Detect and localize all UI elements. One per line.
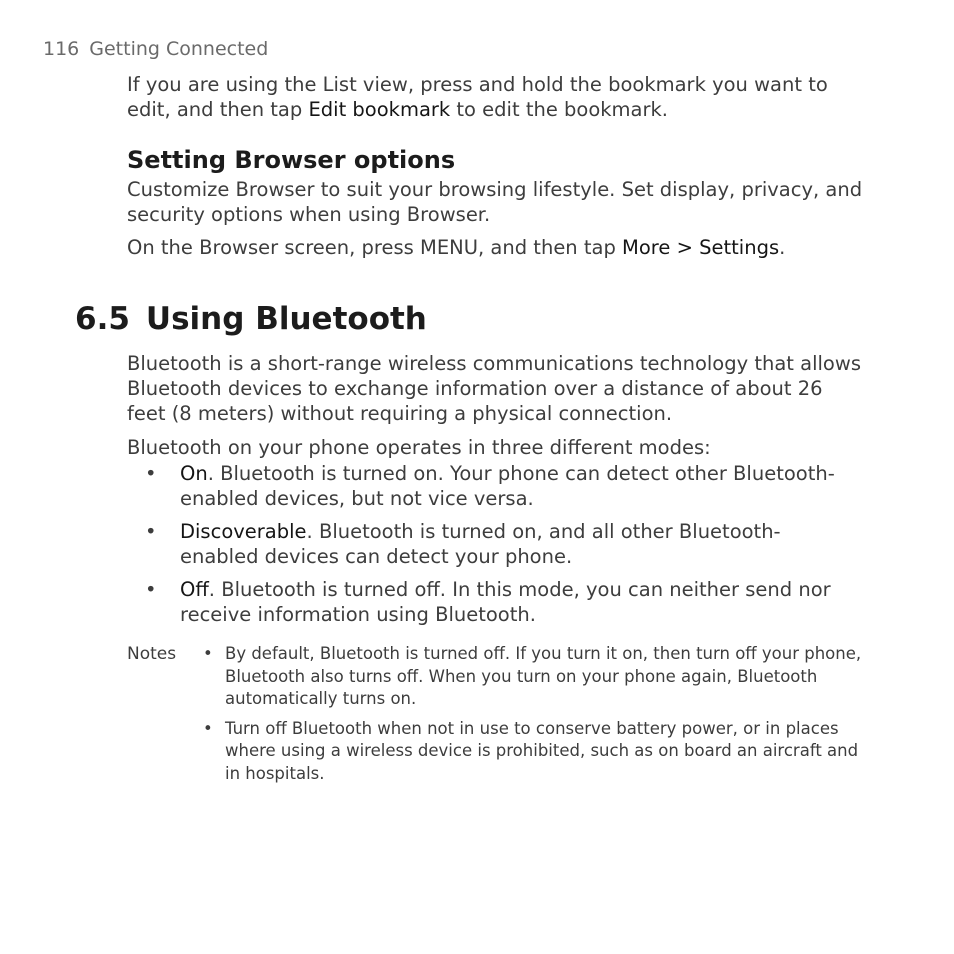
mode-description: . Bluetooth is turned on, and all other Bluetooth-enabled devices can detect your phone. [180,520,781,568]
intro-text-before: If you are using the List view, press and hold the bookmark you want to edit, and then tap [127,73,828,121]
mode-description: . Bluetooth is turned on. Your phone can detect other Bluetooth-enabled devices, but not vice versa. [180,462,835,510]
section-heading [75,301,427,337]
page-number: 116 [43,38,80,60]
browser-options-paragraph: Customize Browser to suit your browsing lifestyle. Set display, privacy, and security options when using Browser. [127,178,863,226]
bluetooth-modes-intro: Bluetooth on your phone operates in three different modes: [127,436,711,459]
section-title-text: Using Bluetooth [145,301,427,337]
bullet-icon: • [203,644,213,663]
list-item [145,519,845,569]
note-text: Turn off Bluetooth when not in use to conserve battery power, or in places where using a wireless device is prohibited, such as on board an aircraft and in hospitals. [225,718,859,783]
mode-term-on: On [180,462,208,485]
bluetooth-modes-list [145,461,845,627]
browser-options-heading: Setting Browser options [127,146,456,174]
intro-paragraph [127,72,867,122]
notes-label: Notes [127,644,177,664]
mode-term-off: Off [180,578,209,601]
section-number: 6.5 [75,301,130,337]
more-settings-term: More > Settings [622,236,780,259]
bullet-icon: • [145,462,157,485]
browser-settings-instruction [127,235,867,260]
instruction-text-after: . [779,236,786,259]
mode-description: . Bluetooth is turned off. In this mode, you can neither send nor receive information using Bluetooth. [180,578,831,626]
bullet-icon: • [203,718,213,738]
bullet-icon: • [145,520,157,543]
running-header [43,38,268,60]
intro-text-after: to edit the bookmark. [450,98,668,121]
notes-list [203,643,863,785]
chapter-title: Getting Connected [89,38,269,60]
list-item [203,718,863,786]
bluetooth-description: Bluetooth is a short-range wireless communications technology that allows Bluetooth devices to exchange information over a distance of about 26 feet (8 meters) without requiring a physical connection. [127,352,861,425]
list-item [145,461,845,511]
list-item [203,643,863,711]
mode-term-discoverable: Discoverable [180,520,307,543]
instruction-text-before: On the Browser screen, press MENU, and then tap [127,236,623,259]
list-item [145,577,845,627]
edit-bookmark-term: Edit bookmark [308,98,451,121]
bullet-icon: • [145,578,157,601]
note-text: By default, Bluetooth is turned off. If you turn it on, then turn off your phone, Bluetooth also turns off. When you turn on your phone again, Bluetooth automatically turns on. [225,644,862,708]
